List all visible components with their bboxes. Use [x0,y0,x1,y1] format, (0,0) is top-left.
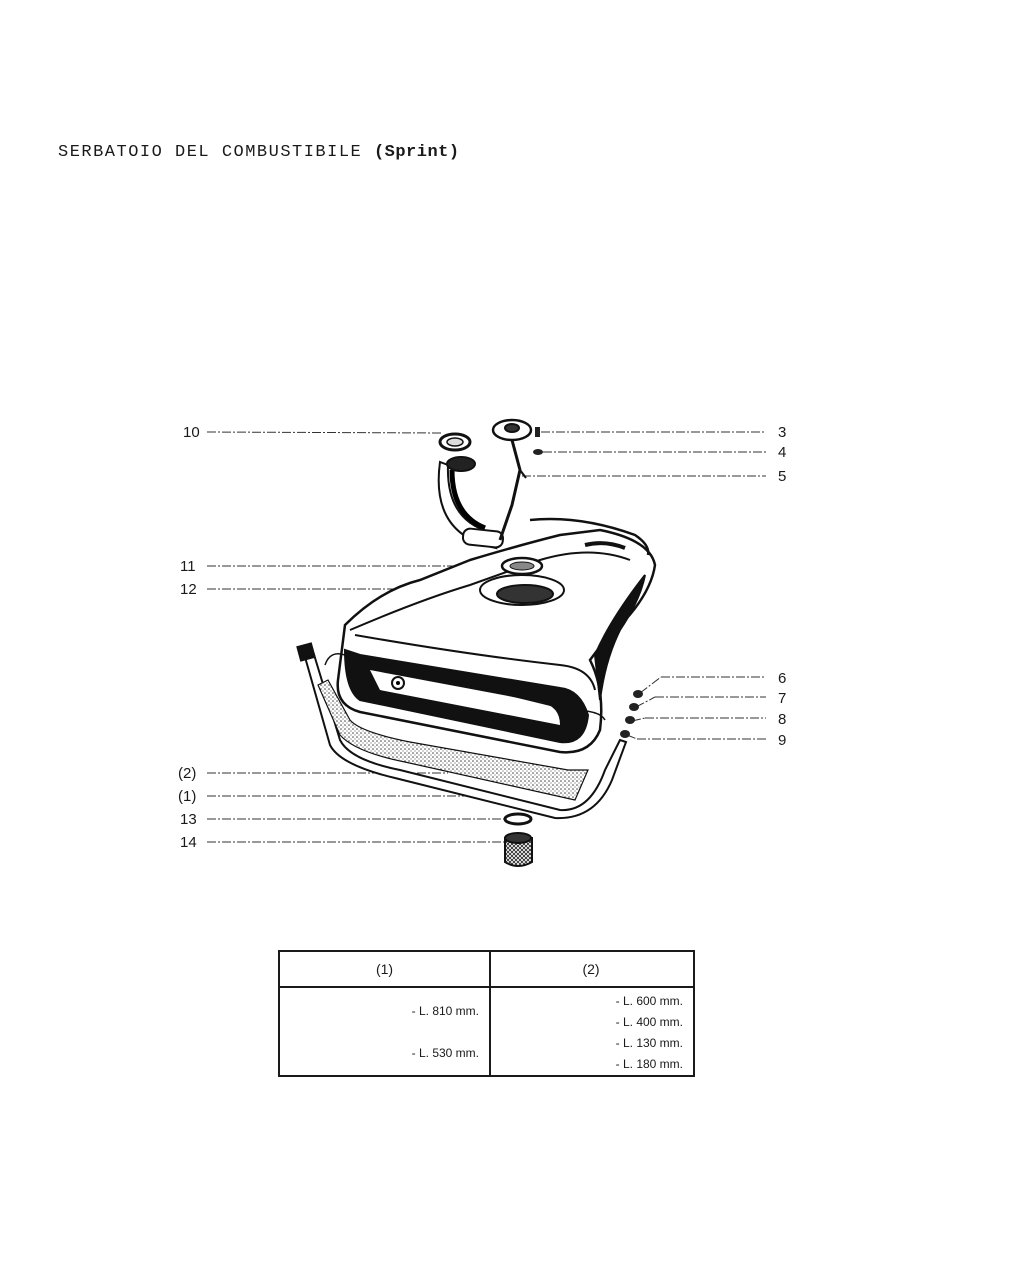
table-cell: - L. 600 mm. [615,994,683,1008]
filter-gasket [505,814,531,824]
callout-1: (1) [178,788,197,805]
title-variant: (Sprint) [373,143,460,162]
callout-13: 13 [180,811,197,828]
callout-12: 12 [180,581,197,598]
filter-assembly [505,814,532,866]
callout-2: (2) [178,765,197,782]
fuel-tank-drawing [325,420,655,752]
table-header-1: (1) [280,952,489,988]
table-cell: - L. 530 mm. [411,1046,479,1060]
table-cell: - L. 400 mm. [615,1015,683,1029]
callout-8: 8 [778,711,787,728]
table-column-1 [280,952,491,1075]
table-column-2 [489,952,693,1075]
fastener-stack [620,690,643,738]
callout-10: 10 [183,424,200,441]
callout-3: 3 [778,424,787,441]
strap-length-table [278,950,695,1077]
callout-4: 4 [778,444,787,461]
title-main: SERBATOIO DEL COMBUSTIBILE [58,143,363,162]
callout-11: 11 [180,558,196,575]
callout-6: 6 [778,670,787,687]
callout-9: 9 [778,732,787,749]
table-cell: - L. 810 mm. [411,1004,479,1018]
callout-14: 14 [180,834,197,851]
callout-7: 7 [778,690,787,707]
callout-5: 5 [778,468,787,485]
table-header-2: (2) [489,952,693,988]
table-cell: - L. 180 mm. [615,1057,683,1071]
table-cell: - L. 130 mm. [615,1036,683,1050]
